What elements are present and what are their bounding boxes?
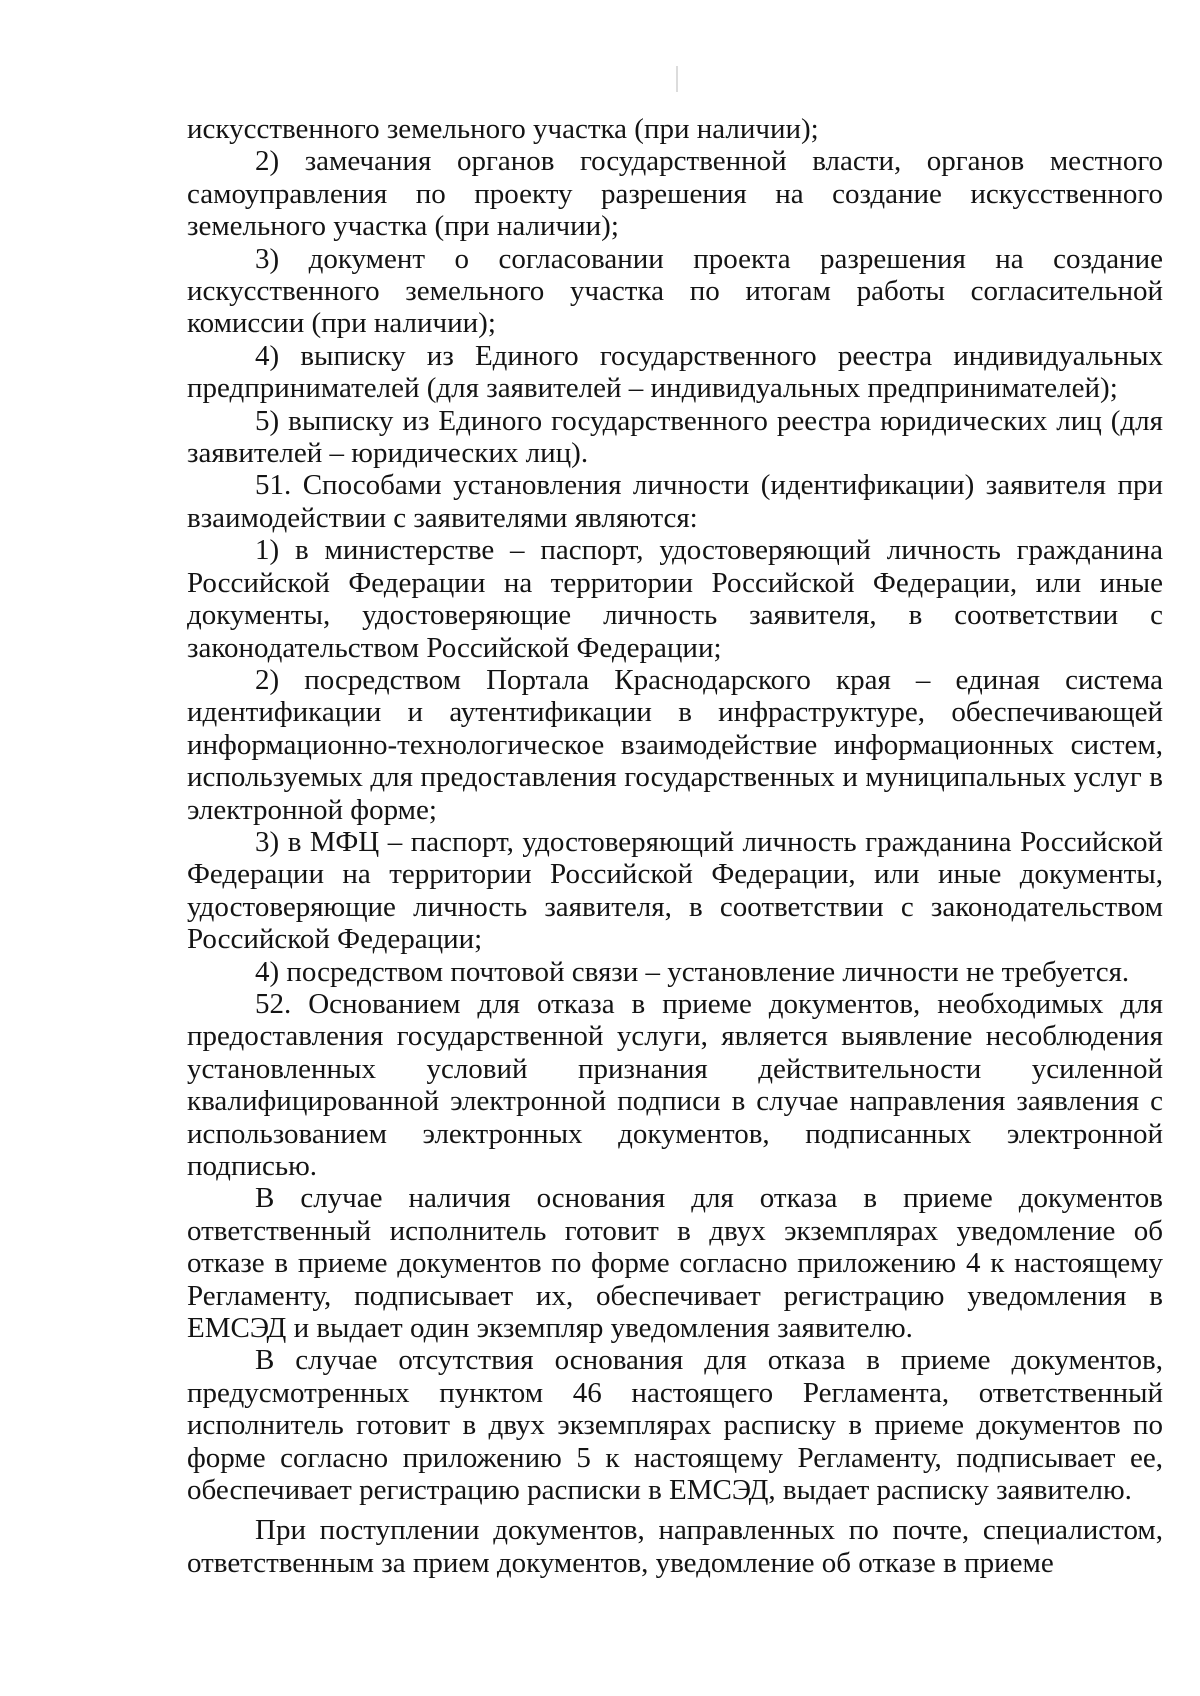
paragraph-item-3: 3) документ о согласовании проекта разрешения на создание искусственного земельного участка по итогам работы согласительной комиссии (при наличии);: [187, 242, 1163, 340]
paragraph-item-2: 2) замечания органов государственной власти, органов местного самоуправления по проекту разрешения на создание искусственного земельного участка (при наличии);: [187, 145, 1163, 243]
paragraph-item-4: 4) выписку из Единого государственного реестра индивидуальных предпринимателей (для заявителей – индивидуальных предпринимателей);: [187, 339, 1163, 405]
paragraph-clause-52: 52. Основанием для отказа в приеме документов, необходимых для предоставления государственной услуги, является выявление несоблюдения установленных условий признания действительности усиленной квалифицированной электронной подписи в случае направления заявления с использованием электронных документов, подписанных электронной подписью.: [187, 987, 1163, 1182]
paragraph-clause-51: 51. Способами установления личности (идентификации) заявителя при взаимодействии с заявителями являются:: [187, 469, 1163, 534]
paragraph-clause-51-item-2: 2) посредством Портала Краснодарского края – единая система идентификации и аутентификации в инфраструктуре, обеспечивающей информационно-технологическое взаимодействие информационных систем, используемых для предоставления государственных и муниципальных услуг в электронной форме;: [187, 663, 1163, 826]
paragraph-refusal-case: В случае наличия основания для отказа в приеме документов ответственный исполнитель готовит в двух экземплярах уведомление об отказе в приеме документов по форме согласно приложению 4 к настоящему Регламенту, подписывает их, обеспечивает регистрацию уведомления в ЕМСЭД и выдает один экземпляр уведомления заявителю.: [187, 1182, 1163, 1345]
document-body: [187, 113, 1163, 1579]
scan-mark: [676, 66, 678, 92]
paragraph-clause-51-item-3: 3) в МФЦ – паспорт, удостоверяющий личность гражданина Российской Федерации на территории Российской Федерации, или иные документы, удостоверяющие личность заявителя, в соответствии с законодательством Российской Федерации;: [187, 825, 1163, 956]
paragraph-no-refusal-case: В случае отсутствия основания для отказа в приеме документов, предусмотренных пунктом 46 настоящего Регламента, ответственный исполнитель готовит в двух экземплярах расписку в приеме документов по форме согласно приложению 5 к настоящему Регламенту, подписывает ее, обеспечивает регистрацию расписки в ЕМСЭД, выдает расписку заявителю.: [187, 1344, 1163, 1507]
paragraph-item-5: 5) выписку из Единого государственного реестра юридических лиц (для заявителей – юридических лиц).: [187, 404, 1163, 470]
paragraph-continuation: искусственного земельного участка (при наличии);: [187, 113, 819, 145]
paragraph-clause-51-item-1: 1) в министерстве – паспорт, удостоверяющий личность гражданина Российской Федерации на территории Российской Федерации, или иные документы, удостоверяющие личность заявителя, в соответствии с законодательством Российской Федерации;: [187, 534, 1163, 664]
paragraph-postal-receipt: При поступлении документов, направленных по почте, специалистом, ответственным за прием документов, уведомление об отказе в приеме: [187, 1514, 1163, 1579]
paragraph-clause-51-item-4: 4) посредством почтовой связи – установление личности не требуется.: [255, 955, 1130, 988]
